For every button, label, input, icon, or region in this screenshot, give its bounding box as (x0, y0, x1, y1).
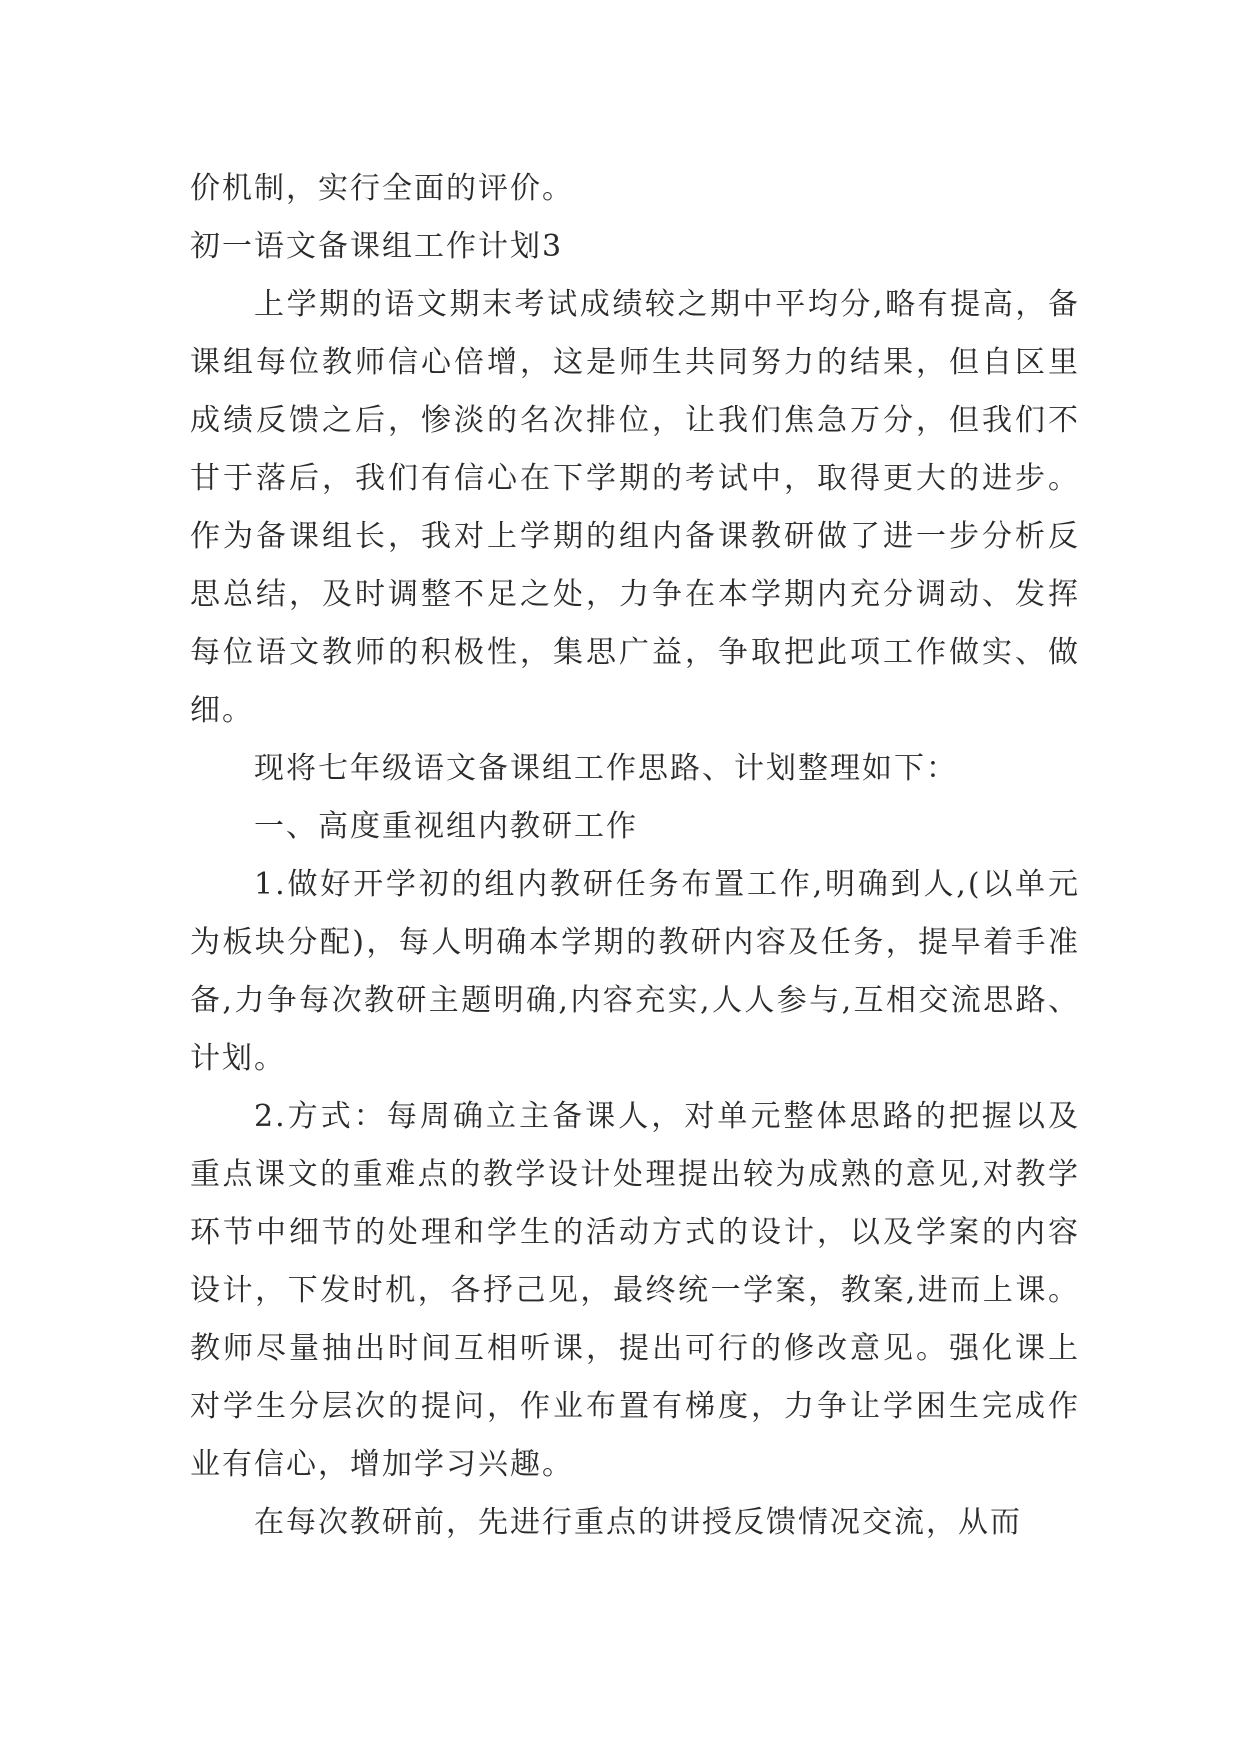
paragraph-4: 1.做好开学初的组内教研任务布置工作,明确到人,(以单元为板块分配)，每人明确本学期的教研内容及任务，提早着手准备,力争每次教研主题明确,内容充实,人人参与,互相交流思路、计划。 (190, 867, 1080, 1076)
document-body (190, 160, 1080, 1552)
paragraph-3: 现将七年级语文备课组工作思路、计划整理如下： (254, 751, 958, 786)
paragraph-6: 在每次教研前，先进行重点的讲授反馈情况交流，从而 (254, 1505, 1022, 1540)
paragraph-1: 价机制，实行全面的评价。 (190, 171, 574, 206)
paragraph-2: 上学期的语文期末考试成绩较之期中平均分,略有提高，备课组每位教师信心倍增，这是师生共同努力的结果，但自区里成绩反馈之后，惨淡的名次排位，让我们焦急万分，但我们不甘于落后，我们有信心在下学期的考试中，取得更大的进步。作为备课组长，我对上学期的组内备课教研做了进一步分析反思总结，及时调整不足之处，力争在本学期内充分调动、发挥每位语文教师的积极性，集思广益，争取把此项工作做实、做细。 (190, 287, 1080, 728)
heading-1: 一、高度重视组内教研工作 (254, 809, 638, 844)
section-title: 初一语文备课组工作计划3 (190, 229, 564, 264)
paragraph-5: 2.方式：每周确立主备课人，对单元整体思路的把握以及重点课文的重难点的教学设计处理提出较为成熟的意见,对教学环节中细节的处理和学生的活动方式的设计，以及学案的内容设计，下发时机，各抒己见，最终统一学案，教案,进而上课。教师尽量抽出时间互相听课，提出可行的修改意见。强化课上对学生分层次的提问，作业布置有梯度，力争让学困生完成作业有信心，增加学习兴趣。 (190, 1099, 1080, 1482)
